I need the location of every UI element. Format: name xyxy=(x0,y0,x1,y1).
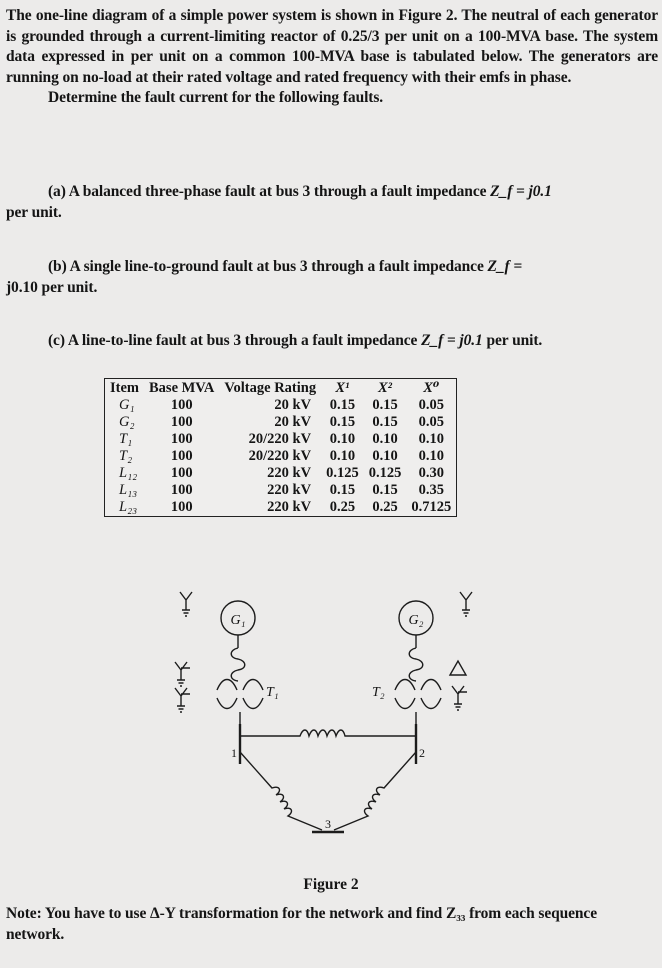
system-data-table xyxy=(104,378,457,517)
t2-delta-icon xyxy=(450,661,466,675)
question-c-zf: Z_f = j0.1 xyxy=(421,332,483,349)
table-cell-x1: 0.15 xyxy=(329,482,356,498)
table-cell-item: T₁ xyxy=(119,431,133,447)
header-mva: Base MVA xyxy=(149,380,215,396)
t2-secondary-wye-icon xyxy=(452,686,467,710)
table-cell-voltage: 220 kV xyxy=(267,499,312,515)
problem-intro xyxy=(6,6,658,109)
question-c xyxy=(6,331,656,352)
header-item: Item xyxy=(110,380,139,396)
table-cell-mva: 100 xyxy=(170,499,193,515)
table-cell-item: T₂ xyxy=(119,448,133,464)
table-row xyxy=(105,431,457,448)
table-cell-x2: 0.15 xyxy=(372,482,398,498)
table-cell-x0: 0.30 xyxy=(418,465,444,481)
line-12 xyxy=(240,730,416,736)
question-a-rest: per unit. xyxy=(6,203,62,221)
question-b-text: (b) A single line-to-ground fault at bus 3 through a fault impedance xyxy=(48,258,484,275)
t1-secondary-wye-icon xyxy=(175,688,190,712)
bus-2-label: 2 xyxy=(419,746,425,760)
t1-primary-wye-icon xyxy=(175,662,190,686)
one-line-diagram xyxy=(0,575,662,875)
table-cell-x2: 0.15 xyxy=(372,397,398,413)
g1-label: G₁ xyxy=(230,613,246,628)
t2-label: T₂ xyxy=(372,685,385,700)
table-row xyxy=(105,499,457,517)
table-cell-voltage: 20 kV xyxy=(274,397,312,413)
table-cell-x0: 0.05 xyxy=(418,397,444,413)
table-cell-voltage: 220 kV xyxy=(267,465,312,481)
table-row xyxy=(105,465,457,482)
table-cell-x1: 0.15 xyxy=(329,397,356,413)
table-cell-item: L₁₂ xyxy=(119,465,138,481)
table-cell-voltage: 20 kV xyxy=(274,414,312,430)
table-cell-mva: 100 xyxy=(170,448,193,464)
table-cell-item: G₁ xyxy=(119,397,135,413)
bus-3-label: 3 xyxy=(325,817,331,831)
table-cell-x1: 0.15 xyxy=(329,414,356,430)
table-body xyxy=(105,397,457,517)
table-cell-mva: 100 xyxy=(170,397,193,413)
table-header-row xyxy=(105,379,457,398)
figure-caption: Figure 2 xyxy=(303,876,359,893)
t1-primary-winding-2 xyxy=(243,680,263,691)
g2-ground-wye-icon xyxy=(460,592,472,616)
table-cell-mva: 100 xyxy=(170,414,193,430)
table-cell-mva: 100 xyxy=(170,465,193,481)
intro-task: Determine the fault current for the following faults. xyxy=(48,89,384,106)
table-cell-x1: 0.125 xyxy=(326,465,359,481)
table-cell-mva: 100 xyxy=(170,431,193,447)
table-cell-x0: 0.35 xyxy=(418,482,444,498)
line-23 xyxy=(334,752,416,830)
table-cell-x0: 0.10 xyxy=(418,431,444,447)
g1-neutral-reactor xyxy=(231,648,245,681)
table-cell-voltage: 220 kV xyxy=(267,482,312,498)
header-x2: X² xyxy=(378,380,393,396)
table-cell-voltage: 20/220 kV xyxy=(248,431,312,447)
t1-secondary-winding xyxy=(217,698,263,709)
header-x1: X¹ xyxy=(335,380,350,396)
table-cell-x0: 0.05 xyxy=(418,414,444,430)
t1-primary-winding xyxy=(217,680,237,691)
header-voltage: Voltage Rating xyxy=(224,380,317,396)
question-c-text: (c) A line-to-line fault at bus 3 through a fault impedance xyxy=(48,332,418,349)
table-cell-x2: 0.125 xyxy=(368,465,402,481)
question-a-text: (a) A balanced three-phase fault at bus 3 through a fault impedance xyxy=(48,183,487,200)
table-cell-x0: 0.7125 xyxy=(411,499,452,515)
table-row xyxy=(105,414,457,431)
header-x0: X⁰ xyxy=(423,380,440,396)
question-c-rest: per unit. xyxy=(486,332,543,349)
question-b-zf: Z_f = xyxy=(487,258,523,275)
bus-1-label: 1 xyxy=(231,746,237,760)
table-cell-x1: 0.25 xyxy=(329,499,356,515)
table-cell-item: L₂₃ xyxy=(119,499,138,515)
question-a xyxy=(6,182,656,223)
table-cell-x2: 0.10 xyxy=(372,448,398,464)
table-row xyxy=(105,482,457,499)
question-a-zf: Z_f = j0.1 xyxy=(490,183,552,200)
table-row xyxy=(105,397,457,414)
question-b-rest: j0.10 per unit. xyxy=(6,278,98,296)
table-cell-x1: 0.10 xyxy=(329,448,356,464)
g1-ground-wye-icon xyxy=(180,592,192,616)
table-cell-x2: 0.25 xyxy=(372,499,398,515)
table-cell-x2: 0.10 xyxy=(372,431,398,447)
t1-label: T₁ xyxy=(266,685,279,700)
table-cell-x1: 0.10 xyxy=(329,431,356,447)
table-cell-x0: 0.10 xyxy=(418,448,444,464)
table-row xyxy=(105,448,457,465)
table-cell-item: G₂ xyxy=(119,414,135,430)
t2-primary-winding xyxy=(395,680,441,691)
table-cell-x2: 0.15 xyxy=(372,414,398,430)
line-13 xyxy=(240,752,322,830)
g2-label: G₂ xyxy=(408,613,424,628)
note-text: Note: You have to use Δ-Y transformation for the network and find Z₃₃ from each sequence network. xyxy=(6,905,597,943)
table-cell-item: L₁₃ xyxy=(119,482,138,498)
intro-text: The one-line diagram of a simple power system is shown in Figure 2. The neutral of each generator is grounded through a current-limiting reactor of 0.25/3 per unit on a 100-MVA base. The system data expressed in per unit on a common 100-MVA base is tabulated below. The generators are running on no-load at their rated voltage and rated frequency with their emfs in phase. xyxy=(6,7,658,86)
g2-neutral-reactor xyxy=(409,648,423,681)
question-b xyxy=(6,257,656,298)
table-cell-voltage: 20/220 kV xyxy=(248,448,312,464)
t2-secondary-winding xyxy=(395,698,441,709)
table-cell-mva: 100 xyxy=(170,482,193,498)
